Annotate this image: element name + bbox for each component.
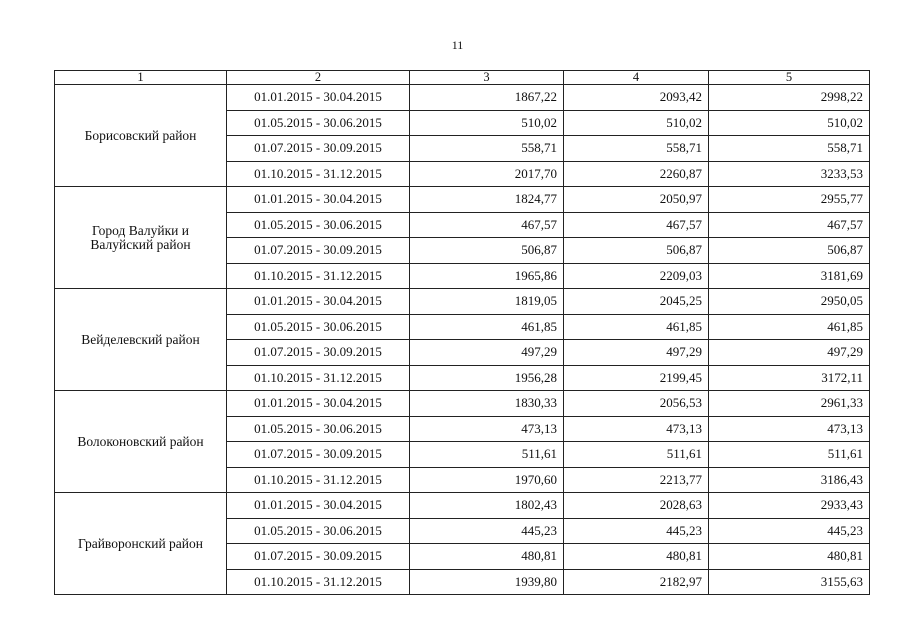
value-col5-cell: 473,13 [709,416,870,442]
value-col4-cell: 2056,53 [564,391,709,417]
value-col3-cell: 1824,77 [410,187,564,213]
period-cell: 01.01.2015 - 30.04.2015 [227,187,410,213]
value-col4-cell: 445,23 [564,518,709,544]
value-col3-cell: 1970,60 [410,467,564,493]
value-col3-cell: 497,29 [410,340,564,366]
value-col4-cell: 480,81 [564,544,709,570]
header-cell: 5 [709,71,870,85]
period-cell: 01.10.2015 - 31.12.2015 [227,569,410,595]
value-col5-cell: 558,71 [709,136,870,162]
header-cell: 1 [55,71,227,85]
value-col4-cell: 510,02 [564,110,709,136]
value-col4-cell: 2209,03 [564,263,709,289]
value-col5-cell: 467,57 [709,212,870,238]
value-col3-cell: 467,57 [410,212,564,238]
value-col3-cell: 1830,33 [410,391,564,417]
period-cell: 01.05.2015 - 30.06.2015 [227,518,410,544]
value-col4-cell: 2199,45 [564,365,709,391]
value-col5-cell: 3233,53 [709,161,870,187]
period-cell: 01.10.2015 - 31.12.2015 [227,263,410,289]
period-cell: 01.07.2015 - 30.09.2015 [227,136,410,162]
value-col3-cell: 1867,22 [410,85,564,111]
period-cell: 01.05.2015 - 30.06.2015 [227,314,410,340]
value-col4-cell: 506,87 [564,238,709,264]
value-col4-cell: 558,71 [564,136,709,162]
value-col3-cell: 445,23 [410,518,564,544]
value-col3-cell: 1802,43 [410,493,564,519]
value-col3-cell: 558,71 [410,136,564,162]
value-col5-cell: 506,87 [709,238,870,264]
value-col5-cell: 497,29 [709,340,870,366]
value-col5-cell: 2998,22 [709,85,870,111]
district-name: Волоконовский район [55,391,227,493]
period-cell: 01.07.2015 - 30.09.2015 [227,544,410,570]
district-name: Борисовский район [55,85,227,187]
value-col5-cell: 480,81 [709,544,870,570]
header-cell: 3 [410,71,564,85]
value-col3-cell: 511,61 [410,442,564,468]
value-col3-cell: 461,85 [410,314,564,340]
value-col5-cell: 445,23 [709,518,870,544]
period-cell: 01.07.2015 - 30.09.2015 [227,442,410,468]
period-cell: 01.07.2015 - 30.09.2015 [227,340,410,366]
period-cell: 01.07.2015 - 30.09.2015 [227,238,410,264]
value-col5-cell: 510,02 [709,110,870,136]
value-col3-cell: 1939,80 [410,569,564,595]
value-col4-cell: 2213,77 [564,467,709,493]
value-col4-cell: 511,61 [564,442,709,468]
value-col4-cell: 2028,63 [564,493,709,519]
period-cell: 01.05.2015 - 30.06.2015 [227,110,410,136]
table-row [55,493,870,519]
page-number: 11 [451,38,464,52]
period-cell: 01.10.2015 - 31.12.2015 [227,365,410,391]
period-cell: 01.05.2015 - 30.06.2015 [227,212,410,238]
period-cell: 01.01.2015 - 30.04.2015 [227,391,410,417]
value-col3-cell: 510,02 [410,110,564,136]
value-col4-cell: 473,13 [564,416,709,442]
header-cell: 2 [227,71,410,85]
period-cell: 01.10.2015 - 31.12.2015 [227,161,410,187]
district-name: Город Валуйки и Валуйский район [55,187,227,289]
table-row [55,187,870,213]
value-col5-cell: 3186,43 [709,467,870,493]
period-cell: 01.01.2015 - 30.04.2015 [227,289,410,315]
value-col4-cell: 461,85 [564,314,709,340]
period-cell: 01.05.2015 - 30.06.2015 [227,416,410,442]
value-col4-cell: 2260,87 [564,161,709,187]
value-col5-cell: 2961,33 [709,391,870,417]
header-cell: 4 [564,71,709,85]
value-col5-cell: 3155,63 [709,569,870,595]
table-row [55,391,870,417]
value-col3-cell: 506,87 [410,238,564,264]
period-cell: 01.01.2015 - 30.04.2015 [227,493,410,519]
value-col5-cell: 3172,11 [709,365,870,391]
value-col4-cell: 467,57 [564,212,709,238]
value-col4-cell: 2093,42 [564,85,709,111]
period-cell: 01.01.2015 - 30.04.2015 [227,85,410,111]
value-col4-cell: 2182,97 [564,569,709,595]
header-row [55,71,870,85]
value-col4-cell: 2045,25 [564,289,709,315]
value-col3-cell: 1819,05 [410,289,564,315]
value-col5-cell: 461,85 [709,314,870,340]
value-col5-cell: 2933,43 [709,493,870,519]
value-col5-cell: 2955,77 [709,187,870,213]
value-col3-cell: 2017,70 [410,161,564,187]
value-col3-cell: 480,81 [410,544,564,570]
value-col3-cell: 473,13 [410,416,564,442]
tariff-table [54,70,870,595]
table-row [55,289,870,315]
value-col5-cell: 2950,05 [709,289,870,315]
period-cell: 01.10.2015 - 31.12.2015 [227,467,410,493]
district-name: Грайворонский район [55,493,227,595]
value-col4-cell: 497,29 [564,340,709,366]
table-row [55,85,870,111]
district-name: Вейделевский район [55,289,227,391]
value-col5-cell: 3181,69 [709,263,870,289]
value-col4-cell: 2050,97 [564,187,709,213]
value-col3-cell: 1956,28 [410,365,564,391]
value-col3-cell: 1965,86 [410,263,564,289]
value-col5-cell: 511,61 [709,442,870,468]
